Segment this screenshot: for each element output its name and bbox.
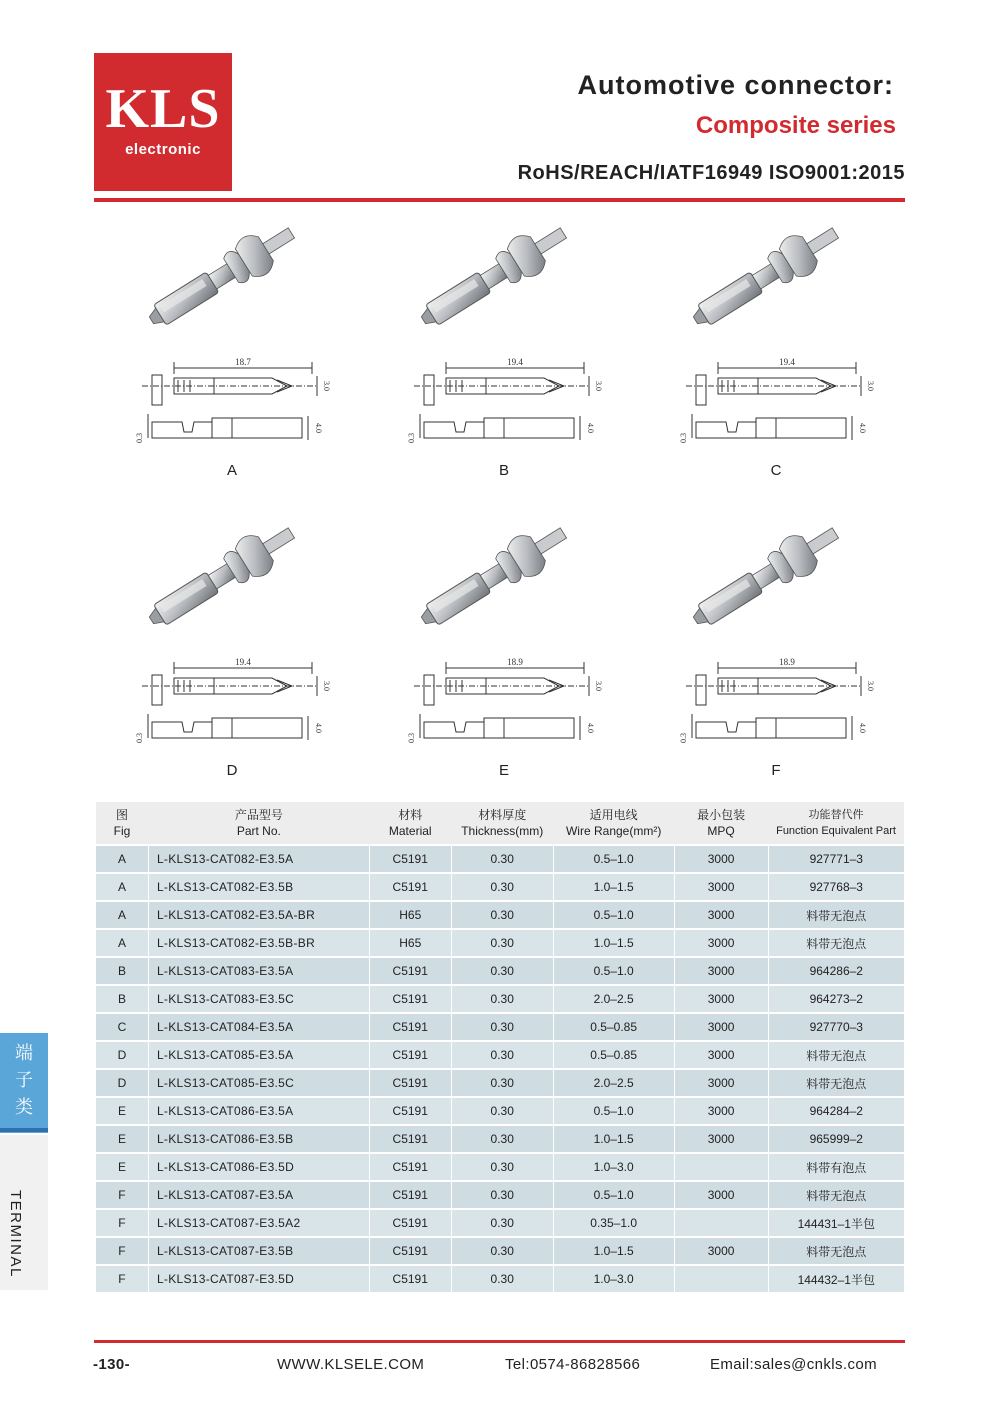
page-subtitle: Composite series: [695, 112, 896, 139]
cell-equiv: 964284–2: [768, 1097, 904, 1125]
cell-material: C5191: [369, 957, 451, 985]
cell-part: L-KLS13-CAT085-E3.5A: [148, 1041, 369, 1069]
dim-thickness-label: 0.3: [407, 433, 416, 443]
table-row: [96, 1181, 905, 1209]
cell-wire: 1.0–1.5: [553, 929, 674, 957]
dim-height-label: 4.0: [858, 723, 867, 733]
figure-letter: D: [226, 762, 238, 779]
cell-material: H65: [369, 929, 451, 957]
cell-part: L-KLS13-CAT086-E3.5B: [148, 1125, 369, 1153]
terminal-figure: [112, 500, 352, 779]
cell-thickness: 0.30: [451, 1125, 553, 1153]
terminal-photo: [412, 515, 575, 639]
cell-fig: A: [96, 845, 149, 873]
cell-fig: F: [96, 1181, 149, 1209]
cell-part: L-KLS13-CAT083-E3.5A: [148, 957, 369, 985]
cell-fig: F: [96, 1237, 149, 1265]
dimension-drawing: [142, 662, 317, 740]
cell-thickness: 0.30: [451, 985, 553, 1013]
cell-mpq: 3000: [674, 1181, 768, 1209]
cell-thickness: 0.30: [451, 1097, 553, 1125]
table-row: [96, 873, 905, 901]
cell-wire: 0.5–1.0: [553, 1097, 674, 1125]
col-header-fig: 图 Fig: [96, 802, 149, 845]
table-row: [96, 1265, 905, 1292]
cell-wire: 1.0–1.5: [553, 1237, 674, 1265]
footer-email[interactable]: Email:sales@cnkls.com: [710, 1356, 877, 1373]
cell-thickness: 0.30: [451, 1013, 553, 1041]
company-logo: [94, 53, 232, 191]
cell-wire: 0.5–0.85: [553, 1041, 674, 1069]
dim-thickness-label: 0.3: [407, 733, 416, 743]
cell-part: L-KLS13-CAT087-E3.5A: [148, 1181, 369, 1209]
certifications: RoHS/REACH/IATF16949 ISO9001:2015: [517, 162, 905, 184]
cell-equiv: 料带无泡点: [768, 1069, 904, 1097]
cell-thickness: 0.30: [451, 957, 553, 985]
cell-mpq: 3000: [674, 1125, 768, 1153]
dim-height-label: 4.0: [586, 723, 595, 733]
cell-wire: 1.0–3.0: [553, 1265, 674, 1292]
cell-mpq: 3000: [674, 901, 768, 929]
cell-wire: 0.35–1.0: [553, 1209, 674, 1237]
dim-width-label: 3.0: [322, 381, 331, 391]
terminal-figure: [656, 200, 896, 479]
cell-mpq: 3000: [674, 1041, 768, 1069]
figure-letter: E: [498, 762, 509, 779]
table-row: [96, 1013, 905, 1041]
cell-material: C5191: [369, 1041, 451, 1069]
cell-wire: 1.0–1.5: [553, 873, 674, 901]
cell-fig: A: [96, 929, 149, 957]
cell-material: C5191: [369, 1265, 451, 1292]
col-header-wire: 适用电线 Wire Range(mm²): [553, 802, 674, 845]
footer-website[interactable]: WWW.KLSELE.COM: [277, 1356, 425, 1373]
dim-width-label: 3.0: [866, 681, 875, 691]
section-tab-label-cn: 端 子 类: [15, 1043, 33, 1117]
cell-material: C5191: [369, 845, 451, 873]
dim-length-label: 19.4: [507, 357, 523, 367]
cell-thickness: 0.30: [451, 1209, 553, 1237]
cell-material: C5191: [369, 1181, 451, 1209]
cell-thickness: 0.30: [451, 929, 553, 957]
cell-equiv: 料带无泡点: [768, 929, 904, 957]
col-header-equivalent: 功能替代件 Function Equivalent Part: [768, 802, 904, 845]
cell-fig: E: [96, 1153, 149, 1181]
cell-thickness: 0.30: [451, 1237, 553, 1265]
figure-letter: A: [226, 462, 237, 479]
cell-wire: 0.5–1.0: [553, 1181, 674, 1209]
cell-part: L-KLS13-CAT086-E3.5D: [148, 1153, 369, 1181]
cell-part: L-KLS13-CAT082-E3.5A: [148, 845, 369, 873]
cell-part: L-KLS13-CAT085-E3.5C: [148, 1069, 369, 1097]
cell-wire: 2.0–2.5: [553, 985, 674, 1013]
dimension-drawing: [414, 662, 589, 740]
cell-part: L-KLS13-CAT082-E3.5B-BR: [148, 929, 369, 957]
dim-length-label: 19.4: [235, 657, 251, 667]
dimension-drawing: [142, 362, 317, 440]
dim-length-label: 18.9: [507, 657, 523, 667]
cell-fig: A: [96, 873, 149, 901]
cell-part: L-KLS13-CAT084-E3.5A: [148, 1013, 369, 1041]
cell-part: L-KLS13-CAT082-E3.5A-BR: [148, 901, 369, 929]
cell-part: L-KLS13-CAT082-E3.5B: [148, 873, 369, 901]
table-row: [96, 957, 905, 985]
cell-equiv: 料带无泡点: [768, 1237, 904, 1265]
terminal-photo: [684, 515, 847, 639]
table-row: [96, 1097, 905, 1125]
cell-thickness: 0.30: [451, 873, 553, 901]
dim-width-label: 3.0: [594, 381, 603, 391]
section-tab-underline: [0, 1128, 48, 1132]
terminal-figure: [384, 500, 624, 779]
col-header-mpq: 最小包装 MPQ: [674, 802, 768, 845]
cell-equiv: 料带无泡点: [768, 1181, 904, 1209]
terminal-drawing: [384, 200, 624, 470]
cell-material: C5191: [369, 1097, 451, 1125]
cell-mpq: [674, 1153, 768, 1181]
cell-mpq: 3000: [674, 1237, 768, 1265]
dim-width-label: 3.0: [322, 681, 331, 691]
cell-material: C5191: [369, 1153, 451, 1181]
table-row: [96, 929, 905, 957]
footer-divider: [94, 1340, 905, 1343]
cell-part: L-KLS13-CAT087-E3.5B: [148, 1237, 369, 1265]
cell-equiv: 965999–2: [768, 1125, 904, 1153]
cell-wire: 0.5–1.0: [553, 901, 674, 929]
cell-material: C5191: [369, 1013, 451, 1041]
cell-material: C5191: [369, 1069, 451, 1097]
cell-fig: E: [96, 1125, 149, 1153]
cell-thickness: 0.30: [451, 1181, 553, 1209]
cell-equiv: 927768–3: [768, 873, 904, 901]
dim-thickness-label: 0.3: [135, 733, 144, 743]
cell-fig: D: [96, 1041, 149, 1069]
cell-material: C5191: [369, 1209, 451, 1237]
terminal-figure: [656, 500, 896, 779]
table-header-row: [96, 802, 905, 845]
cell-material: H65: [369, 901, 451, 929]
cell-thickness: 0.30: [451, 1041, 553, 1069]
dimension-drawing: [686, 662, 861, 740]
cell-thickness: 0.30: [451, 1069, 553, 1097]
cell-fig: F: [96, 1209, 149, 1237]
cell-mpq: 3000: [674, 873, 768, 901]
cell-mpq: 3000: [674, 985, 768, 1013]
cell-mpq: [674, 1209, 768, 1237]
dim-height-label: 4.0: [858, 423, 867, 433]
dim-height-label: 4.0: [314, 723, 323, 733]
terminal-drawing: [656, 500, 896, 770]
cell-equiv: 964273–2: [768, 985, 904, 1013]
cell-mpq: 3000: [674, 845, 768, 873]
cell-fig: B: [96, 985, 149, 1013]
cell-mpq: 3000: [674, 1069, 768, 1097]
figure-letter: F: [771, 762, 781, 779]
dim-height-label: 4.0: [314, 423, 323, 433]
spec-table: [95, 802, 904, 1292]
cell-mpq: [674, 1265, 768, 1292]
col-header-thickness: 材料厚度 Thickness(mm): [451, 802, 553, 845]
dim-length-label: 18.7: [235, 357, 251, 367]
cell-wire: 0.5–1.0: [553, 957, 674, 985]
cell-thickness: 0.30: [451, 901, 553, 929]
terminal-drawing: [384, 500, 624, 770]
table-row: [96, 845, 905, 873]
cell-equiv: 料带有泡点: [768, 1153, 904, 1181]
cell-part: L-KLS13-CAT086-E3.5A: [148, 1097, 369, 1125]
logo-subtext: electronic: [125, 141, 201, 158]
dim-width-label: 3.0: [866, 381, 875, 391]
page-number: -130-: [93, 1356, 131, 1373]
dim-thickness-label: 0.3: [135, 433, 144, 443]
table-row: [96, 985, 905, 1013]
cell-fig: D: [96, 1069, 149, 1097]
cell-wire: 1.0–1.5: [553, 1125, 674, 1153]
terminal-photo: [140, 215, 303, 339]
table-row: [96, 1237, 905, 1265]
dim-length-label: 18.9: [779, 657, 795, 667]
figure-letter: C: [770, 462, 782, 479]
logo-text: KLS: [105, 78, 221, 140]
dim-length-label: 19.4: [779, 357, 795, 367]
cell-part: L-KLS13-CAT087-E3.5A2: [148, 1209, 369, 1237]
cell-part: L-KLS13-CAT083-E3.5C: [148, 985, 369, 1013]
table-row: [96, 1069, 905, 1097]
terminal-drawing: [656, 200, 896, 470]
table-row: [96, 1153, 905, 1181]
cell-fig: A: [96, 901, 149, 929]
cell-fig: F: [96, 1265, 149, 1292]
terminal-drawing: [112, 200, 352, 470]
cell-material: C5191: [369, 1125, 451, 1153]
cell-thickness: 0.30: [451, 1153, 553, 1181]
table-row: [96, 1209, 905, 1237]
dim-thickness-label: 0.3: [679, 733, 688, 743]
cell-thickness: 0.30: [451, 1265, 553, 1292]
col-header-material: 材料 Material: [369, 802, 451, 845]
cell-wire: 1.0–3.0: [553, 1153, 674, 1181]
cell-equiv: 927771–3: [768, 845, 904, 873]
cell-mpq: 3000: [674, 929, 768, 957]
cell-fig: C: [96, 1013, 149, 1041]
page-title: Automotive connector:: [577, 70, 894, 100]
figure-letter: B: [498, 462, 509, 479]
cell-equiv: 144431–1半包: [768, 1209, 904, 1237]
table-row: [96, 901, 905, 929]
cell-fig: B: [96, 957, 149, 985]
dim-height-label: 4.0: [586, 423, 595, 433]
terminal-drawing: [112, 500, 352, 770]
cell-wire: 0.5–1.0: [553, 845, 674, 873]
cell-equiv: 964286–2: [768, 957, 904, 985]
table-row: [96, 1041, 905, 1069]
terminal-photo: [684, 215, 847, 339]
terminal-figure: [112, 200, 352, 479]
cell-thickness: 0.30: [451, 845, 553, 873]
cell-equiv: 料带无泡点: [768, 901, 904, 929]
cell-wire: 0.5–0.85: [553, 1013, 674, 1041]
cell-mpq: 3000: [674, 1097, 768, 1125]
dim-width-label: 3.0: [594, 681, 603, 691]
dimension-drawing: [414, 362, 589, 440]
dimension-drawing: [686, 362, 861, 440]
cell-part: L-KLS13-CAT087-E3.5D: [148, 1265, 369, 1292]
dim-thickness-label: 0.3: [679, 433, 688, 443]
section-tab-label-en: TERMINAL: [7, 1190, 24, 1278]
cell-material: C5191: [369, 985, 451, 1013]
col-header-part: 产品型号 Part No.: [148, 802, 369, 845]
table-row: [96, 1125, 905, 1153]
cell-equiv: 144432–1半包: [768, 1265, 904, 1292]
cell-mpq: 3000: [674, 1013, 768, 1041]
cell-material: C5191: [369, 873, 451, 901]
cell-equiv: 927770–3: [768, 1013, 904, 1041]
footer-phone: Tel:0574-86828566: [505, 1356, 641, 1373]
terminal-photo: [140, 515, 303, 639]
terminal-photo: [412, 215, 575, 339]
terminal-figure: [384, 200, 624, 479]
cell-equiv: 料带无泡点: [768, 1041, 904, 1069]
cell-fig: E: [96, 1097, 149, 1125]
cell-wire: 2.0–2.5: [553, 1069, 674, 1097]
cell-mpq: 3000: [674, 957, 768, 985]
cell-material: C5191: [369, 1237, 451, 1265]
